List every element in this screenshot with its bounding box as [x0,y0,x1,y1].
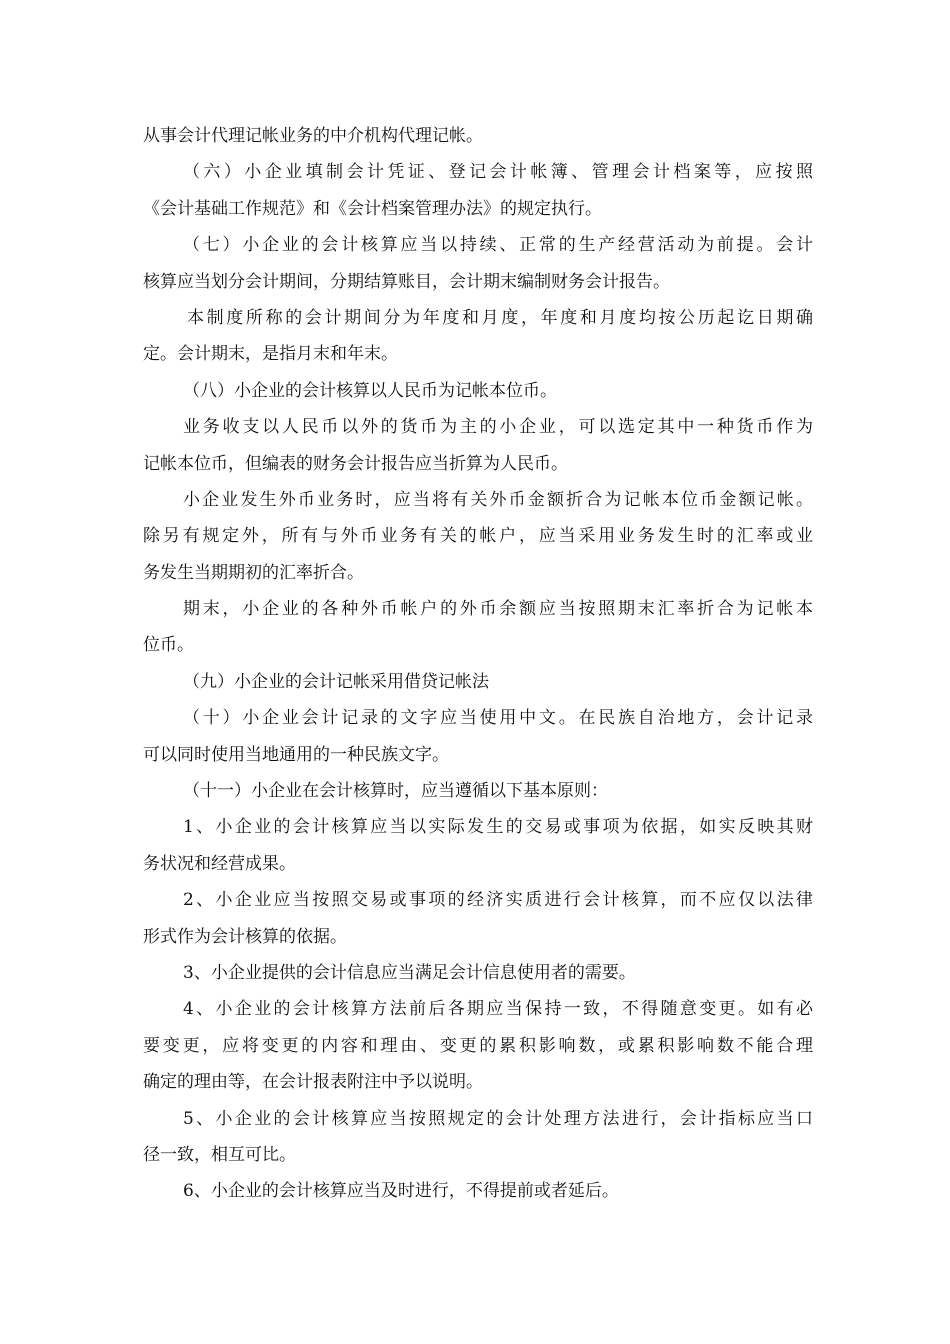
text-line: 定。会计期末，是指月末和年末。 [143,344,398,365]
text-line: 径一致，相互可比。 [143,1144,296,1165]
text-line: 从事会计代理记帐业务的中介机构代理记帐。 [143,126,483,146]
text-line: （九）小企业的会计记帐采用借贷记帐法 [183,671,489,692]
text-line: （七）小企业的会计核算应当以持续、正常的生产经营活动为前提。会计 [183,235,813,256]
text-line: 除另有规定外，所有与外币业务有关的帐户，应当采用业务发生时的汇率或业 [143,526,813,547]
text-line: （八）小企业的会计核算以人民币为记帐本位币。 [183,380,557,401]
text-line: 位币。 [143,635,194,656]
text-line: 形式作为会计核算的依据。 [143,926,347,947]
text-line: 期末，小企业的各种外币帐户的外币余额应当按照期末汇率折合为记帐本 [183,599,813,620]
text-line: 2、小企业应当按照交易或事项的经济实质进行会计核算，而不应仅以法律 [183,890,813,911]
text-line: 3、小企业提供的会计信息应当满足会计信息使用者的需要。 [183,962,636,983]
text-line: 核算应当划分会计期间，分期结算账目，会计期末编制财务会计报告。 [143,271,670,292]
text-line: 务发生当期期初的汇率折合。 [143,562,364,583]
text-line: 6、小企业的会计核算应当及时进行，不得提前或者延后。 [183,1181,619,1202]
text-line: 小企业发生外币业务时，应当将有关外币金额折合为记帐本位币金额记帐。 [183,489,813,510]
text-line: 业务收支以人民币以外的货币为主的小企业，可以选定其中一种货币作为 [183,417,813,438]
text-line: 记帐本位币，但编表的财务会计报告应当折算为人民币。 [143,453,568,474]
text-line: 务状况和经营成果。 [143,853,296,874]
text-line: 确定的理由等，在会计报表附注中予以说明。 [143,1072,483,1093]
text-line: 1、小企业的会计核算应当以实际发生的交易或事项为依据，如实反映其财 [183,817,813,838]
text-line: 4、小企业的会计核算方法前后各期应当保持一致，不得随意变更。如有必 [183,999,813,1020]
text-line: 要变更，应将变更的内容和理由、变更的累积影响数，或累积影响数不能合理 [143,1035,813,1056]
text-line: 《会计基础工作规范》和《会计档案管理办法》的规定执行。 [143,198,602,219]
text-line: （六）小企业填制会计凭证、登记会计帐簿、管理会计档案等，应按照 [183,162,813,183]
text-line: 可以同时使用当地通用的一种民族文字。 [143,744,449,765]
text-line: 5、小企业的会计核算应当按照规定的会计处理方法进行，会计指标应当口 [183,1108,813,1129]
text-line: （十一）小企业在会计核算时，应当遵循以下基本原则： [183,781,608,802]
text-line: 本制度所称的会计期间分为年度和月度，年度和月度均按公历起讫日期确 [187,307,813,328]
text-line: （十）小企业会计记录的文字应当使用中文。在民族自治地方，会计记录 [183,708,813,729]
document-body [143,118,813,1210]
